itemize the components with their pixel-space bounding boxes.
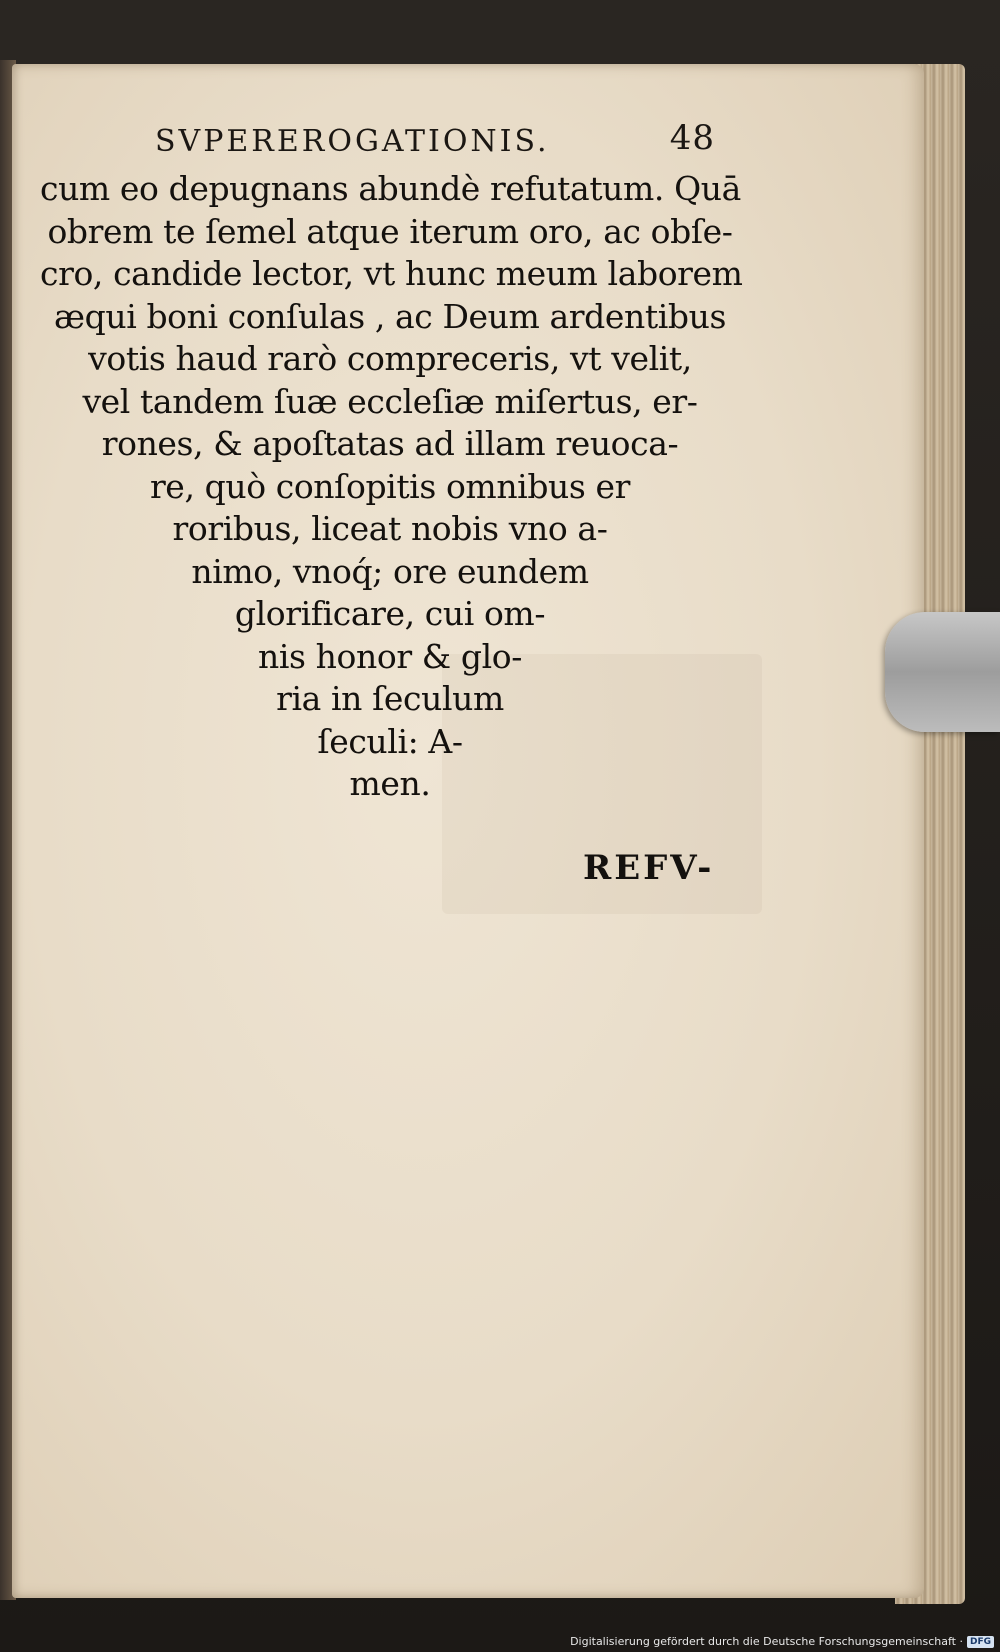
text-line: glorificare, cui om- bbox=[234, 594, 546, 633]
text-line: ſeculi: A- bbox=[317, 721, 463, 761]
text-line: re, quò conſopitis omnibus er bbox=[149, 466, 631, 506]
text-line: obrem te ſemel atque iterum oro, ac obſe- bbox=[47, 211, 733, 251]
digitization-credit bbox=[570, 1635, 994, 1648]
body-text bbox=[40, 168, 743, 806]
text-line: vel tandem ſuæ eccleſiæ miſertus, er- bbox=[82, 381, 698, 421]
text-line: nimo, vnoq́; ore eundem bbox=[191, 551, 589, 591]
page-clip bbox=[885, 612, 1000, 732]
catchword: REFV- bbox=[583, 848, 715, 888]
running-title: SVPEREROGATIONIS. bbox=[155, 124, 550, 159]
credit-text: Digitalisierung gefördert durch die Deutsche Forschungsgemeinschaft · bbox=[570, 1635, 963, 1648]
text-line: nis honor & glo- bbox=[258, 636, 522, 676]
text-line: roribus, liceat nobis vno a- bbox=[172, 509, 608, 548]
page-header bbox=[155, 118, 715, 164]
text-line: æqui boni conſulas , ac Deum ardentibus bbox=[54, 296, 726, 336]
page-number: 48 bbox=[669, 118, 715, 158]
text-line: cum eo depugnans abundè refutatum. Quā bbox=[40, 169, 741, 208]
text-line: rones, & apoſtatas ad illam reuoca- bbox=[101, 424, 679, 463]
text-line: cro, candide lector, vt hunc meum laborem bbox=[40, 254, 743, 293]
text-line: votis haud rarò compreceris, vt velit, bbox=[88, 339, 692, 378]
text-line: men. bbox=[349, 764, 431, 803]
text-line: ria in ſeculum bbox=[276, 679, 504, 718]
dfg-logo: DFG bbox=[967, 1636, 994, 1648]
